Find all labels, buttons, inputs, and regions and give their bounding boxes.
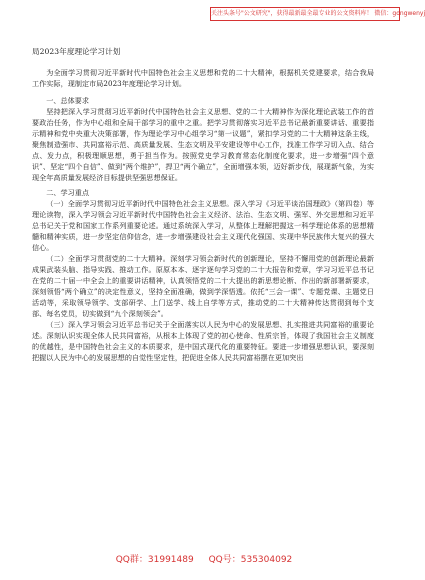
section-paragraph: 坚持把深入学习贯彻习近平新时代中国特色社会主义思想、党的二十大精神作为深化理论武装工作的首要政治任务，作为中心组和全局干部学习的重中之重。把学习贯彻落实习近平总书记最新重要讲话、重要指示精神和党中央重大决策部署，作为理论学习中心组学习“第一议题”，紧扣学习党的二十大精神这条主线，聚焦制造强市、共同富裕示范、高质量发展、生态文明及平安建设等中心工作，找准工作学习切入点、结合点、发力点，积极理顺思想，勇于担当作为。按照党史学习教育常态化制度化要求，进一步增强“四个意识”、坚定“四个自信”、做到“两个维护”，捍卫“两个确立”，全面增强本领，迈好新步伐，展现新气象，为实现全年高质量发展经济目标提供坚强思想保证。 xyxy=(32,107,374,182)
document-body xyxy=(32,46,374,363)
contact-footer xyxy=(0,554,408,566)
intro-paragraph: 为全面学习贯彻习近平新时代中国特色社会主义思想和党的二十大精神，根据机关党建要求，结合我局工作实际，现制定市局2023年度理论学习计划。 xyxy=(32,68,374,88)
promo-banner: 关注头条号"公文研究"，获得最新最全最专业的公文资料库！ 微信：gongwenyj xyxy=(210,7,400,21)
qq-group: QQ群：31991489 xyxy=(115,555,194,565)
section-paragraph: （三）深入学习领会习近平总书记关于全面落实以人民为中心的发展思想、扎实推进共同富裕的重要论述。深刻认识实现全体人民共同富裕，从根本上体现了党的初心使命、性质宗旨，体现了我国社会主义制度的优越性，是中国特色社会主义的本质要求，是中国式现代化的重要特征。要进一步增强思想认识，要深刻把握以人民为中心的发展思想的自觉性坚定性，把促进全体人民共同富裕摆在更加突出 xyxy=(32,320,374,362)
section-heading-focus: 二、学习重点 xyxy=(46,188,90,197)
section-heading-overall: 一、总体要求 xyxy=(46,96,90,105)
section-paragraph: （二）全面学习贯彻党的二十大精神。深刻学习领会新时代的创新理论，坚持不懈用党的创新理论最新成果武装头脑、指导实践、推动工作。原原本本、逐字逐句学习党的二十大报告和党章，学习习近平总书记在党的二十届一中全会上的重要讲话精神，认真领悟党的二十大提出的新思想论断、作出的新部署新要求，深刻领悟“两个确立”的决定性意义，坚持全面准确，做到学深悟透。依托“三会一课”、专题党课、主题党日活动等，采取领导领学、支部研学、上门送学、线上自学等方式，推动党的二十大精神传达贯彻到每个支部、每名党员，切实做到“九个深刻领会”。 xyxy=(32,254,374,318)
section-paragraph: （一）全面学习贯彻习近平新时代中国特色社会主义思想。深入学习《习近平谈治国理政》（第四卷）等理论读物，深入学习领会习近平新时代中国特色社会主义经济、法治、生态文明、强军、外交思想和习近平总书记关于党和国家工作系列重要论述。通过系统深入学习，从整体上理解把握这一科学理论体系的思想精髓和精神实质，进一步坚定信仰信念，进一步增强建设社会主义现代化强国、实现中华民族伟大复兴的强大信心。 xyxy=(32,199,374,252)
qq-number: QQ号：535304092 xyxy=(208,555,293,565)
document-title: 局2023年度理论学习计划 xyxy=(32,47,121,56)
